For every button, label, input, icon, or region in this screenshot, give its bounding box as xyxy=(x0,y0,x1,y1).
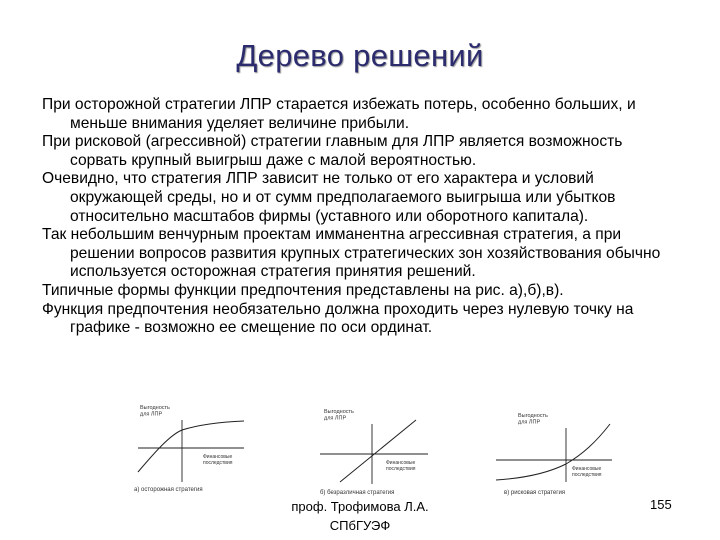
paragraph-venture-projects: Так небольшим венчурным проектам имманентна агрессивная стратегия, а при решении вопросов развития крупных стратегических зон хозяйствования обычно используется осторожная стратегия принятия решений. xyxy=(42,226,661,281)
x-axis-label-line1: Финансовые xyxy=(572,466,602,472)
paragraph-strategy-dependence: Очевидно, что стратегия ЛПР зависит не только от его характера и условий окружающей среды, но и от сумм предполагаемого выигрыша или убытков относительно масштабов фирмы (уставного или оборотного капитала). xyxy=(42,170,616,225)
y-axis-label-line2: для ЛПР xyxy=(324,415,347,422)
y-axis-label-line2: для ЛПР xyxy=(140,411,163,418)
slide-body xyxy=(42,96,682,338)
paragraph-preference-forms: Типичные формы функции предпочтения представлены на рис. а),б),в). xyxy=(42,281,564,299)
figure-risky xyxy=(488,400,620,498)
preference-function-figures xyxy=(120,400,620,500)
preference-line xyxy=(340,420,416,482)
x-axis-label-line2: последствия xyxy=(203,460,233,466)
x-axis-label-line1: Финансовые xyxy=(386,460,416,466)
slide-footer xyxy=(260,497,460,535)
slide-title: Дерево решений xyxy=(236,38,484,73)
x-axis-label-line1: Финансовые xyxy=(203,454,233,460)
footer-institution: СПбГУЭФ xyxy=(329,518,391,533)
y-axis-label-line1: Выгодность xyxy=(518,413,548,419)
paragraph-zero-point: Функция предпочтения необязательно должна проходить через нулевую точку на графике - возможно ее смещение по оси ординат. xyxy=(42,300,634,337)
figure-caption: в) рисковая стратегия xyxy=(504,490,566,496)
figure-indifferent xyxy=(310,400,440,498)
page-number: 155 xyxy=(650,497,672,512)
figure-risky-graph xyxy=(488,400,620,498)
footer-author: проф. Трофимова Л.А. xyxy=(291,499,429,514)
paragraph-risky-strategy: При рисковой (агрессивной) стратегии главным для ЛПР является возможность сорвать крупный выигрыш даже с малой вероятностью. xyxy=(42,133,623,169)
y-axis-label-line1: Выгодность xyxy=(140,405,170,411)
y-axis-label-line1: Выгодность xyxy=(324,409,354,415)
figure-caption: б) безразличная стратегия xyxy=(320,490,395,496)
figure-caption: а) осторожная стратегия xyxy=(134,487,203,493)
paragraph-cautious-strategy: При осторожной стратегии ЛПР старается избежать потерь, особенно больших, и меньше внимания уделяет величине прибыли. xyxy=(42,96,636,132)
figure-indifferent-graph xyxy=(310,400,440,498)
y-axis-label-line2: для ЛПР xyxy=(518,419,541,426)
figure-cautious-graph xyxy=(120,400,250,498)
figure-cautious xyxy=(120,400,250,498)
x-axis-label-line2: последствия xyxy=(572,472,602,478)
x-axis-label-line2: последствия xyxy=(386,466,416,472)
